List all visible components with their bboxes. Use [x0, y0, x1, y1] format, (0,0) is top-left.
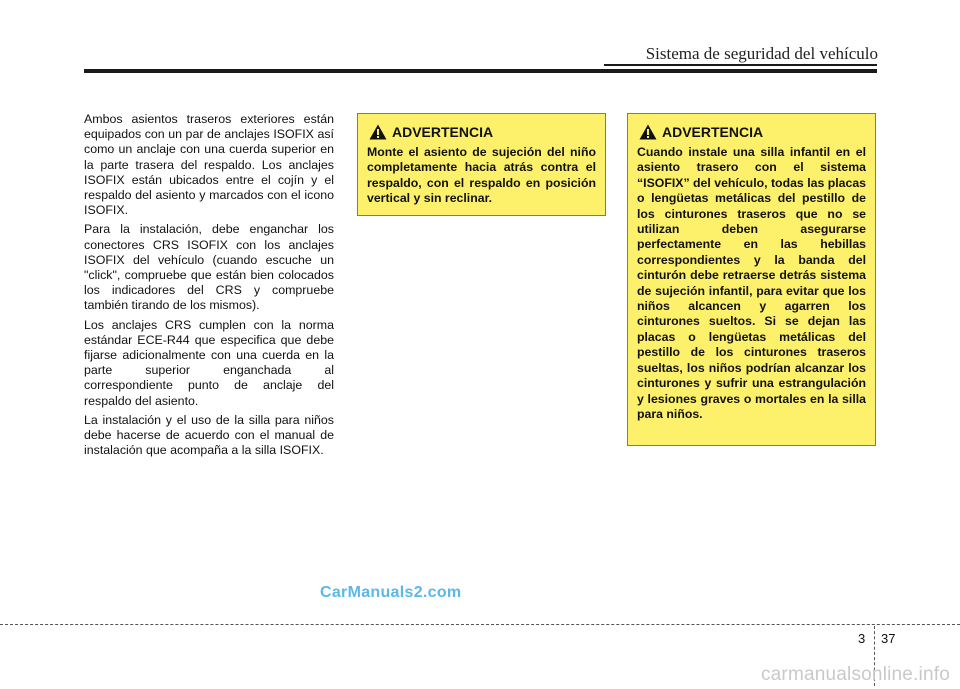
- warning-box-1: [357, 113, 606, 216]
- watermark-carmanualsonline-link[interactable]: carmanualsonline.info: [760, 664, 950, 685]
- warning-header: [639, 124, 866, 140]
- paragraph-2: Para la instalación, debe enganchar los conectores CRS ISOFIX con los anclajes ISOFIX del vehículo (cuando escuche un "click", compruebe que están bien colocados los indicadores del CRS y compruebe también tirando de los mismos).: [84, 222, 334, 313]
- warning-text: Monte el asiento de sujeción del niño completamente hacia atrás contra el respaldo, con el respaldo en posición vertical y sin reclinar.: [367, 145, 596, 206]
- warning-triangle-icon: [369, 124, 387, 140]
- page-header-title: Sistema de seguridad del vehículo: [645, 44, 878, 63]
- header-rule-thin: [604, 64, 877, 66]
- chapter-number: 3: [858, 631, 866, 646]
- warning-title: ADVERTENCIA: [662, 124, 764, 140]
- warning-text: Cuando instale una silla infantil en el asiento trasero con el sistema “ISOFIX” del vehículo, todas las placas o lengüetas metálicas del pestillo de los cinturones traseros que no se utilizan deben asegurarse perfectamente en las hebillas correspondientes y la banda del cinturón debe retraerse detrás sistema de sujeción infantil, para evitar que los niños alcancen y agarren los cinturones sueltos. Si se dejan las placas o lengüetas metálicas del pestillo de los cinturones traseros sueltas, los niños podrían alcanzar los cinturones y sufrir una estrangulación y lesiones graves o mortales en la silla para niños.: [637, 145, 866, 421]
- warning-title: ADVERTENCIA: [392, 124, 494, 140]
- paragraph-1: Ambos asientos traseros exteriores están equipados con un par de anclajes ISOFIX así como un anclaje con una cuerda superior en la parte trasera del respaldo. Los anclajes ISOFIX están ubicados entre el cojín y el respaldo del asiento y marcados con el icono ISOFIX.: [84, 112, 334, 218]
- body-text-column: [84, 112, 334, 462]
- warning-box-2: [627, 113, 876, 446]
- paragraph-3: Los anclajes CRS cumplen con la norma estándar ECE-R44 que especifica que debe fijarse adicionalmente con una cuerda en la parte superior enganchada al correspondiente punto de anclaje del respaldo del asiento.: [84, 317, 334, 408]
- page-number: 37: [881, 631, 896, 646]
- paragraph-4: La instalación y el uso de la silla para niños debe hacerse de acuerdo con el manual de instalación que acompaña a la silla ISOFIX.: [84, 412, 334, 458]
- footer-dashed-rule: [0, 624, 960, 625]
- watermark-carmanuals2-link[interactable]: CarManuals2.com: [320, 584, 462, 601]
- header-rule: [84, 69, 877, 73]
- warning-header: [369, 124, 596, 140]
- warning-triangle-icon: [639, 124, 657, 140]
